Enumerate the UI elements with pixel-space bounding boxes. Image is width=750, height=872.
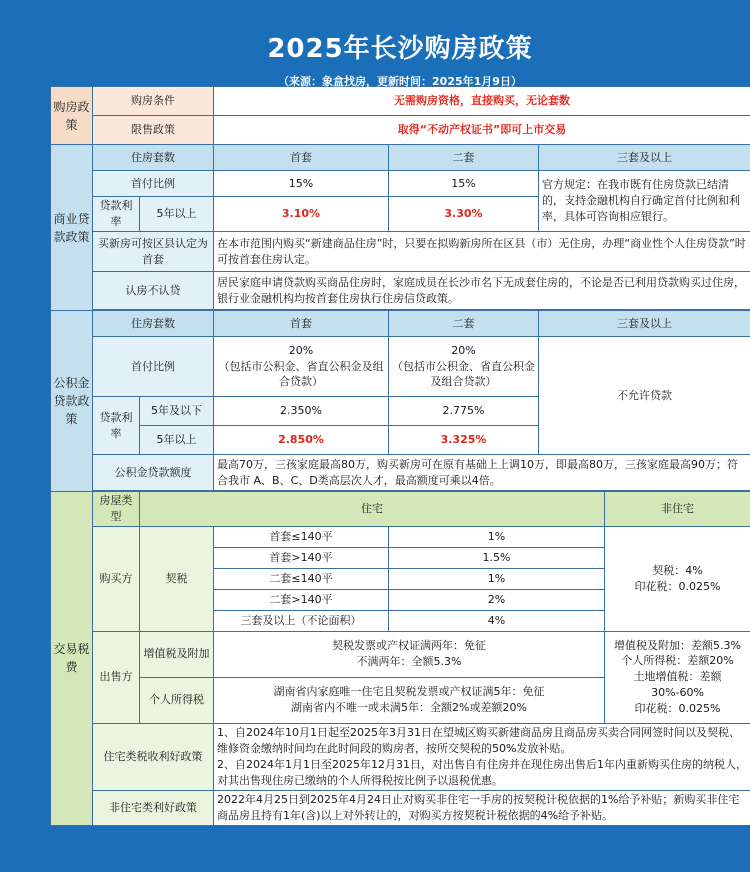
provident-rate-long-second: 3.325%	[389, 426, 539, 455]
provident-rate-short-second: 2.775%	[389, 397, 539, 426]
commercial-rate-first: 3.10%	[214, 197, 389, 232]
seller-nonresidential: 增值税及附加：差额5.3% 个人所得税：差额20% 土地增值税：差额30%-60% 印花税：0.025%	[605, 631, 750, 723]
commercial-third-note: 官方规定：在我市既有住房贷款已结清的，支持金融机构自行确定首付比例和利率，具体可咨询相应银行。	[539, 171, 750, 232]
res-subsidy-text: 1、自2024年10月1日起至2025年3月31日在望城区购买新建商品房且商品房买卖合同网签时间以及契税、维修资金缴纳时间均在此时间段的购房者，按所交契税的50%发放补贴。 2、自2024年1月1日至2025年12月31日，对出售自有住房并在现住房出售后1年内重新购买住房的纳税人，对其出售现住房已缴纳的个人所得税按比例予以退税优惠。	[214, 723, 750, 790]
commercial-header-second: 二套	[389, 145, 539, 171]
deed-row-value: 4%	[389, 610, 605, 631]
first-home-text: 在本市范围内购买“新建商品住房”时，只要在拟购新房所在区县（市）无住房，办理“商业性个人住房贷款”时可按首套住房认定。	[214, 232, 750, 272]
deed-row-label: 二套≤140平	[214, 568, 389, 589]
pit-label: 个人所得税	[140, 677, 214, 723]
deed-row-value: 1.5%	[389, 547, 605, 568]
provident-rate-long-first: 2.850%	[214, 426, 389, 455]
tax-residential-header: 住宅	[140, 492, 605, 527]
provident-down-first: 20% （包括市公积金、省直公积金及组合贷款）	[214, 337, 389, 397]
buyer-label: 购买方	[93, 526, 140, 631]
commercial-section-label: 商业贷款政策	[51, 145, 93, 311]
provident-section-label: 公积金贷款政策	[51, 311, 93, 492]
provident-header-third: 三套及以上	[539, 311, 750, 337]
provident-rate-short-first: 2.350%	[214, 397, 389, 426]
provident-term-long: 5年以上	[140, 426, 214, 455]
purchase-section-label: 购房政策	[51, 87, 93, 145]
provident-term-short: 5年及以下	[140, 397, 214, 426]
deed-row-label: 首套>140平	[214, 547, 389, 568]
vat-label: 增值税及附加	[140, 631, 214, 677]
commercial-down-label: 首付比例	[93, 171, 214, 197]
commercial-down-second: 15%	[389, 171, 539, 197]
commercial-header-third: 三套及以上	[539, 145, 750, 171]
tax-nonresidential-header: 非住宅	[605, 492, 750, 527]
tax-section-label: 交易税费	[51, 492, 93, 826]
first-home-label: 买新房可按区县认定为首套	[93, 232, 214, 272]
resale-value: 取得“不动产权证书”即可上市交易	[214, 116, 750, 145]
commercial-header-count: 住房套数	[93, 145, 214, 171]
deed-row-label: 首套≤140平	[214, 526, 389, 547]
res-subsidy-label: 住宅类税收利好政策	[93, 723, 214, 790]
nonres-subsidy-label: 非住宅类利好政策	[93, 790, 214, 825]
commercial-down-first: 15%	[214, 171, 389, 197]
provident-rate-label: 贷款利率	[93, 397, 140, 455]
header	[50, 6, 750, 86]
deed-row-label: 三套及以上（不论面积）	[214, 610, 389, 631]
deed-row-value: 2%	[389, 589, 605, 610]
commercial-rate-label: 贷款利率	[93, 197, 140, 232]
provident-header-first: 首套	[214, 311, 389, 337]
page-subtitle: （来源：象盒找房，更新时间：2025年1月9日）	[278, 75, 522, 88]
provident-limit-text: 最高70万，三孩家庭最高80万，购买新房可在原有基础上上调10万，即最高80万，三孩家庭最高90万；符合我市 A、B、C、D类高层次人才，最高额度可乘以4倍。	[214, 455, 750, 491]
page-title: 2025年长沙购房政策	[267, 34, 533, 64]
resale-label: 限售政策	[93, 116, 214, 145]
policy-table	[50, 86, 750, 826]
deed-row-label: 二套>140平	[214, 589, 389, 610]
policy-board	[50, 6, 750, 872]
provident-limit-label: 公积金贷款额度	[93, 455, 214, 491]
buyer-nonresidential: 契税：4% 印花税：0.025%	[605, 526, 750, 631]
commercial-header-first: 首套	[214, 145, 389, 171]
pit-text: 湖南省内家庭唯一住宅且契税发票或产权证满5年：免征 湖南省内不唯一或未满5年：全额2%或差额20%	[214, 677, 605, 723]
deed-tax-label: 契税	[140, 526, 214, 631]
provident-down-label: 首付比例	[93, 337, 214, 397]
provident-third-note: 不允许贷款	[539, 337, 750, 455]
provident-down-second: 20% （包括市公积金、省直公积金及组合贷款）	[389, 337, 539, 397]
vat-text: 契税发票或产权证满两年：免征 不满两年：全额5.3%	[214, 631, 605, 677]
commercial-rate-term: 5年以上	[140, 197, 214, 232]
nonres-subsidy-text: 2022年4月25日到2025年4月24日止对购买非住宅一手房的按契税计税依据的1%给予补贴；新购买非住宅商品房且持有1年(含)以上对外转让的，对购买方按契税计税依据的4%给予补贴。	[214, 790, 750, 825]
no-loan-text: 居民家庭申请贷款购买商品住房时，家庭成员在长沙市名下无成套住房的，不论是否已利用贷款购买过住房，银行业金融机构均按首套住房执行住房信贷政策。	[214, 272, 750, 310]
no-loan-label: 认房不认贷	[93, 272, 214, 310]
provident-header-count: 住房套数	[93, 311, 214, 337]
seller-label: 出售方	[93, 631, 140, 723]
purchase-condition-value: 无需购房资格，直接购买，无论套数	[214, 87, 750, 116]
deed-row-value: 1%	[389, 526, 605, 547]
provident-header-second: 二套	[389, 311, 539, 337]
tax-type-label: 房屋类型	[93, 492, 140, 527]
deed-row-value: 1%	[389, 568, 605, 589]
purchase-condition-label: 购房条件	[93, 87, 214, 116]
commercial-rate-second: 3.30%	[389, 197, 539, 232]
